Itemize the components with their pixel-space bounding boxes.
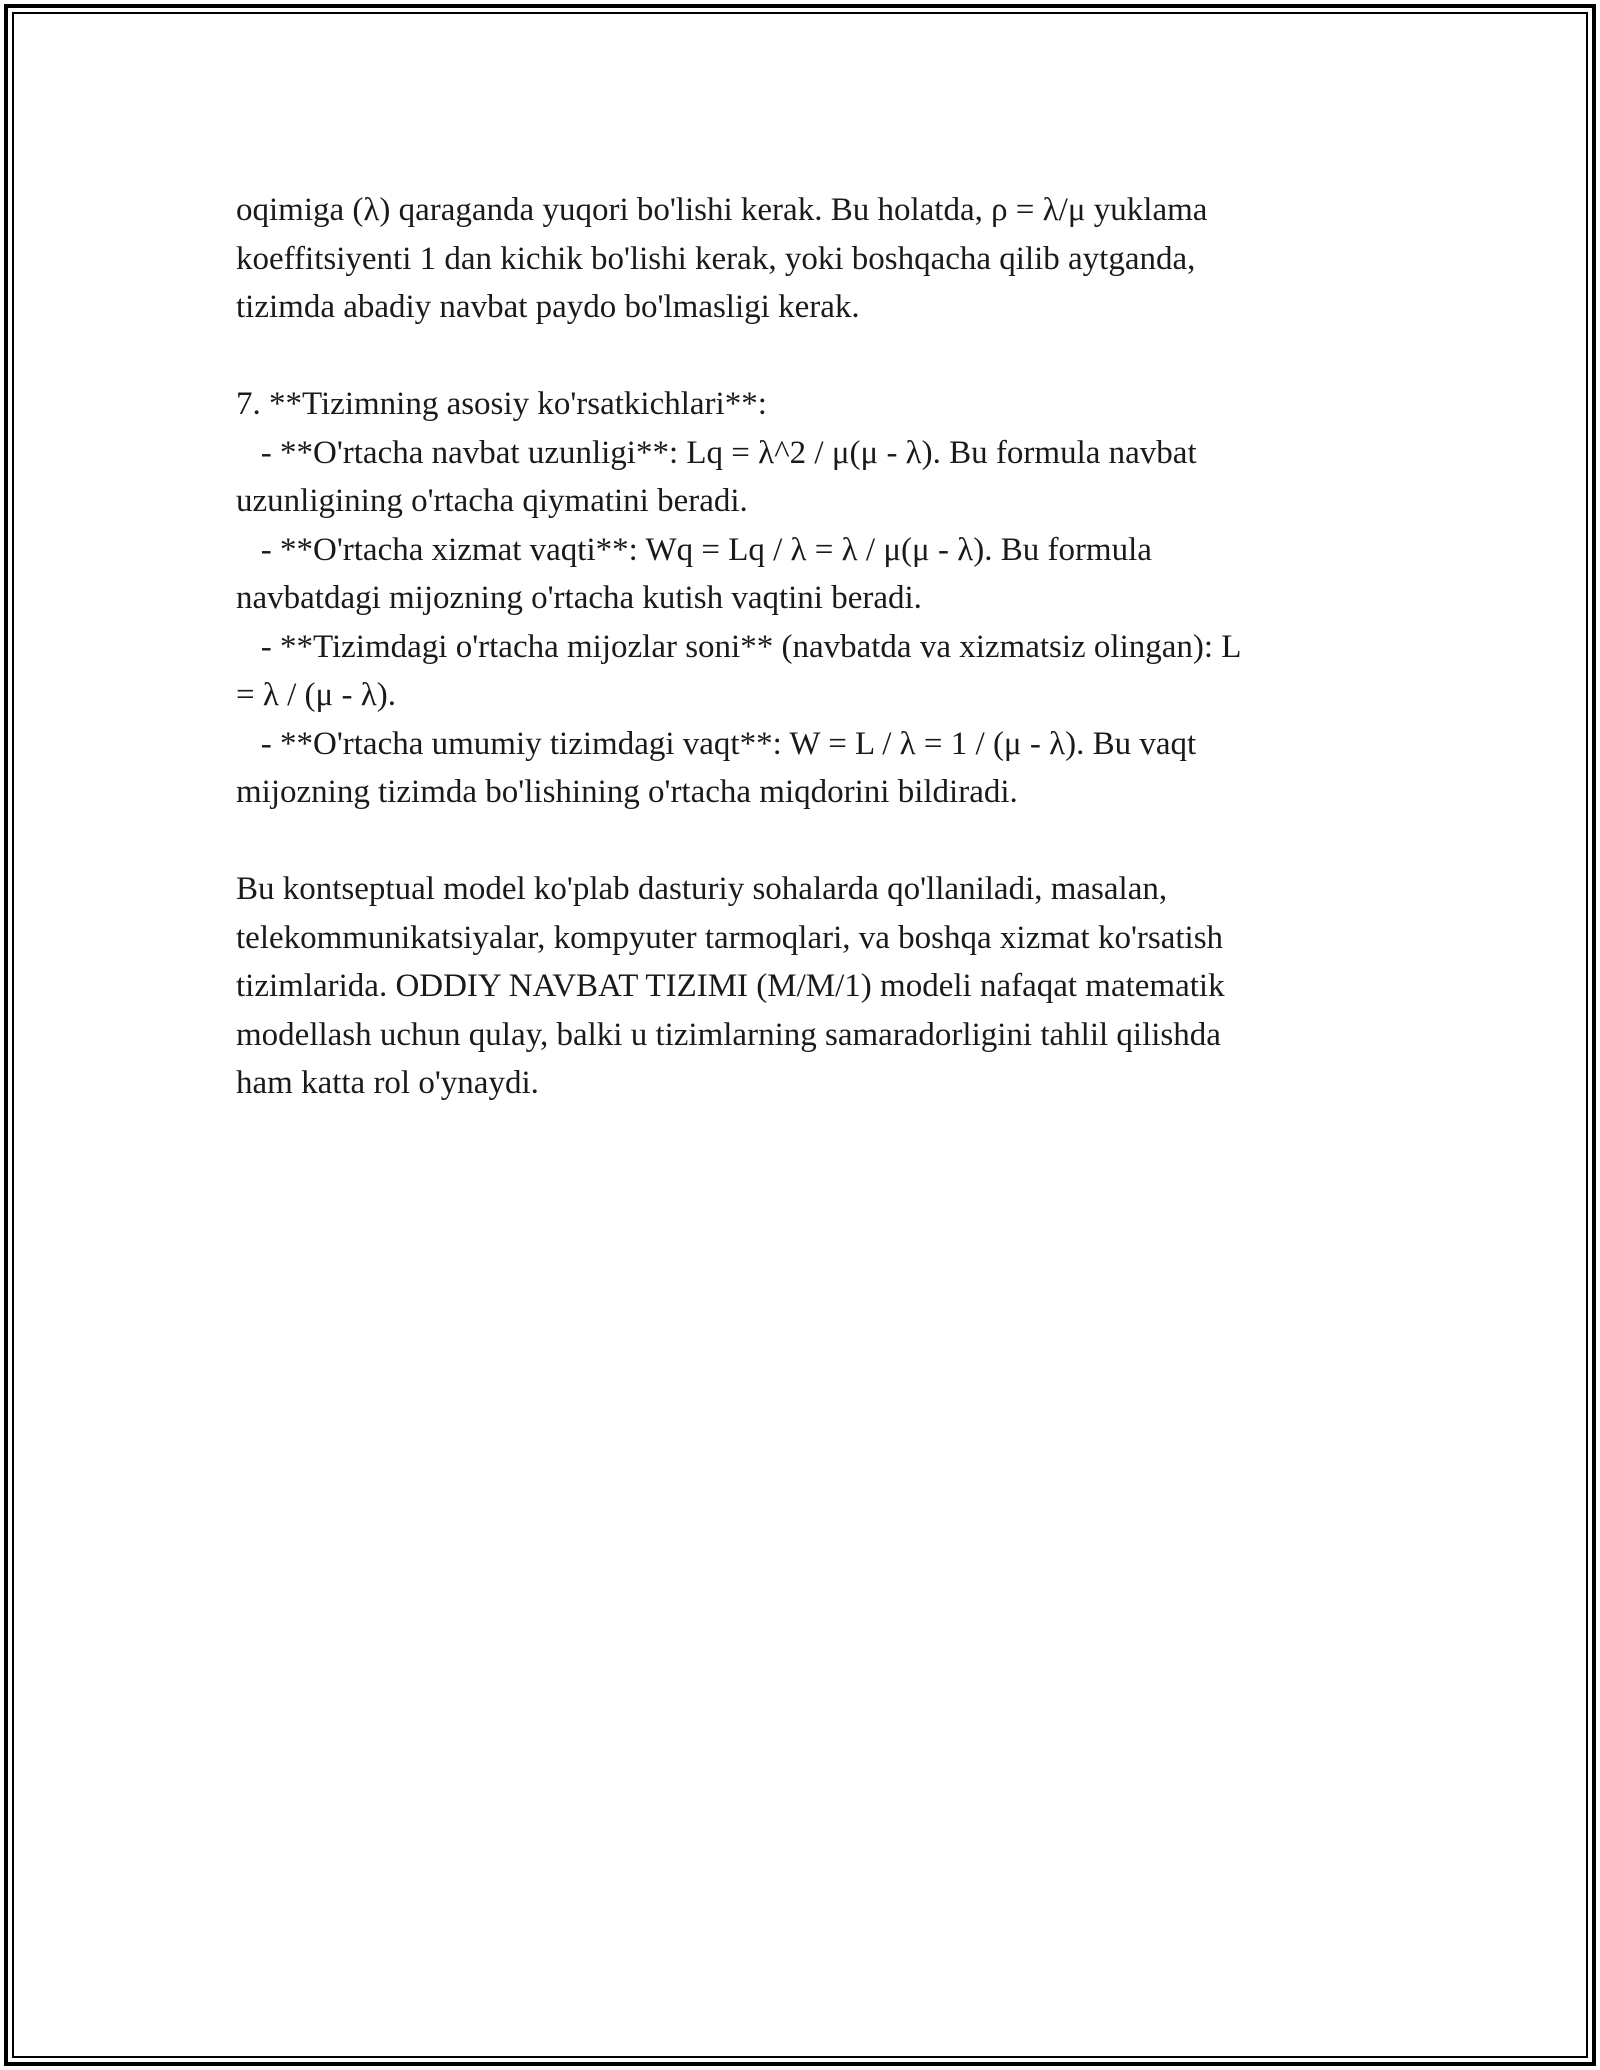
- text-line: = λ / (μ - λ).: [236, 677, 396, 713]
- section-heading: 7. **Tizimning asosiy ko'rsatkichlari**:: [236, 386, 767, 422]
- text-line: mijozning tizimda bo'lishining o'rtacha miqdorini bildiradi.: [236, 774, 1018, 810]
- text-line: ham katta rol o'ynaydi.: [236, 1065, 539, 1101]
- text-line: navbatdagi mijozning o'rtacha kutish vaqtini beradi.: [236, 580, 922, 616]
- list-item-system-time: - **O'rtacha umumiy tizimdagi vaqt**: W = L / λ = 1 / (μ - λ). Bu vaqt: [236, 725, 1197, 762]
- list-item-queue-length: - **O'rtacha navbat uzunligi**: Lq = λ^2 / μ(μ - λ). Bu formula navbat: [236, 434, 1197, 471]
- text-line: modellash uchun qulay, balki u tizimlarning samaradorligini tahlil qilishda: [236, 1016, 1221, 1053]
- list-item-customers-in-system: - **Tizimdagi o'rtacha mijozlar soni** (navbatda va xizmatsiz olingan): L: [236, 628, 1242, 665]
- text-line: tizimda abadiy navbat paydo bo'lmasligi kerak.: [236, 289, 860, 325]
- document-body: [236, 186, 1366, 1108]
- text-line: telekommunikatsiyalar, kompyuter tarmoqlari, va boshqa xizmat ko'rsatish: [236, 919, 1224, 956]
- paragraph-spacer: [236, 817, 1366, 866]
- text-line: Bu kontseptual model ko'plab dasturiy sohalarda qo'llaniladi, masalan,: [236, 871, 1168, 907]
- text-line: uzunligining o'rtacha qiymatini beradi.: [236, 483, 748, 519]
- paragraph-conclusion: [236, 865, 1366, 1108]
- list-item-wait-time: - **O'rtacha xizmat vaqti**: Wq = Lq / λ = λ / μ(μ - λ). Bu formula: [236, 531, 1152, 568]
- paragraph-load-factor: [236, 186, 1366, 332]
- text-line: koeffitsiyenti 1 dan kichik bo'lishi kerak, yoki boshqacha qilib aytganda,: [236, 240, 1196, 277]
- text-line: tizimlarida. ODDIY NAVBAT TIZIMI (M/M/1) modeli nafaqat matematik: [236, 968, 1225, 1004]
- section-key-metrics: [236, 380, 1366, 817]
- text-line: oqimiga (λ) qaraganda yuqori bo'lishi kerak. Bu holatda, ρ = λ/μ yuklama: [236, 192, 1208, 228]
- paragraph-spacer: [236, 332, 1366, 381]
